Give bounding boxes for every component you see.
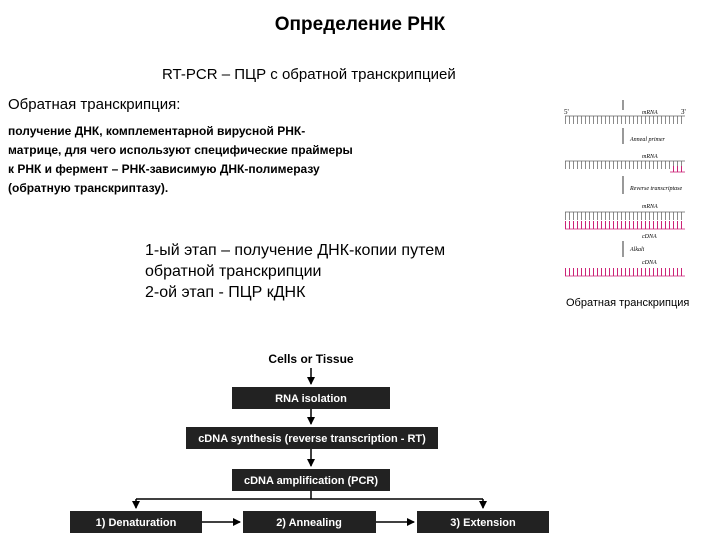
label-mrna-1: mRNA	[642, 110, 658, 116]
rt-description-line: матрице, для чего используют специфические праймеры	[8, 143, 353, 157]
label-cdna-1: cDNA	[642, 234, 657, 240]
rt-diagram-caption: Обратная транскрипция	[566, 297, 690, 309]
cdna-strand-2	[565, 268, 685, 276]
primer	[670, 166, 685, 172]
label-reverse-transcriptase: Reverse transcriptase	[630, 186, 683, 192]
flow-start-label: Cells or Tissue	[268, 352, 354, 366]
label-5prime: 5'	[564, 108, 569, 116]
slide-subtitle: RT-PCR – ПЦР с обратной транскрипцией	[162, 66, 456, 83]
flow-label-rna-isolation: RNA isolation	[275, 393, 347, 405]
rt-heading: Обратная транскрипция:	[8, 96, 181, 113]
label-mrna-3: mRNA	[642, 204, 658, 210]
flow-label-cdna-amplification: cDNA amplification (PCR)	[243, 475, 379, 487]
slide-title: Определение РНК	[274, 14, 446, 35]
label-alkali: Alkali	[630, 247, 645, 253]
stage-line: обратной транскрипции	[145, 263, 322, 280]
rt-description-line: (обратную транскриптазу).	[8, 181, 169, 195]
label-anneal-primer: Anneal primer	[630, 137, 665, 143]
stages-text	[145, 240, 445, 303]
rt-pcr-flowchart	[0, 340, 720, 540]
stage-line: 1-ый этап – получение ДНК-копии путем	[145, 242, 446, 259]
rt-description	[8, 122, 353, 198]
flow-label-extension: 3) Extension	[450, 517, 516, 529]
flow-label-denaturation: 1) Denaturation	[95, 517, 177, 529]
mrna-strand-1	[565, 116, 685, 124]
stage-line: 2-ой этап - ПЦР кДНК	[145, 284, 306, 301]
mrna-strand-3	[565, 212, 685, 220]
mrna-strand-2	[565, 161, 685, 169]
label-mrna-2: mRNA	[642, 154, 658, 160]
rt-description-line: получение ДНК, комплементарной вирусной РНК-	[8, 124, 306, 138]
flow-label-cdna-synthesis: cDNA synthesis (reverse transcription - RT)	[198, 433, 426, 445]
rt-description-line: к РНК и фермент – РНК-зависимую ДНК-полимеразу	[8, 162, 320, 176]
flow-label-annealing: 2) Annealing	[276, 517, 342, 529]
rt-diagram	[560, 100, 700, 290]
label-cdna-2: cDNA	[642, 260, 657, 266]
label-3prime: 3'	[681, 108, 686, 116]
cdna-strand-1	[565, 221, 685, 229]
